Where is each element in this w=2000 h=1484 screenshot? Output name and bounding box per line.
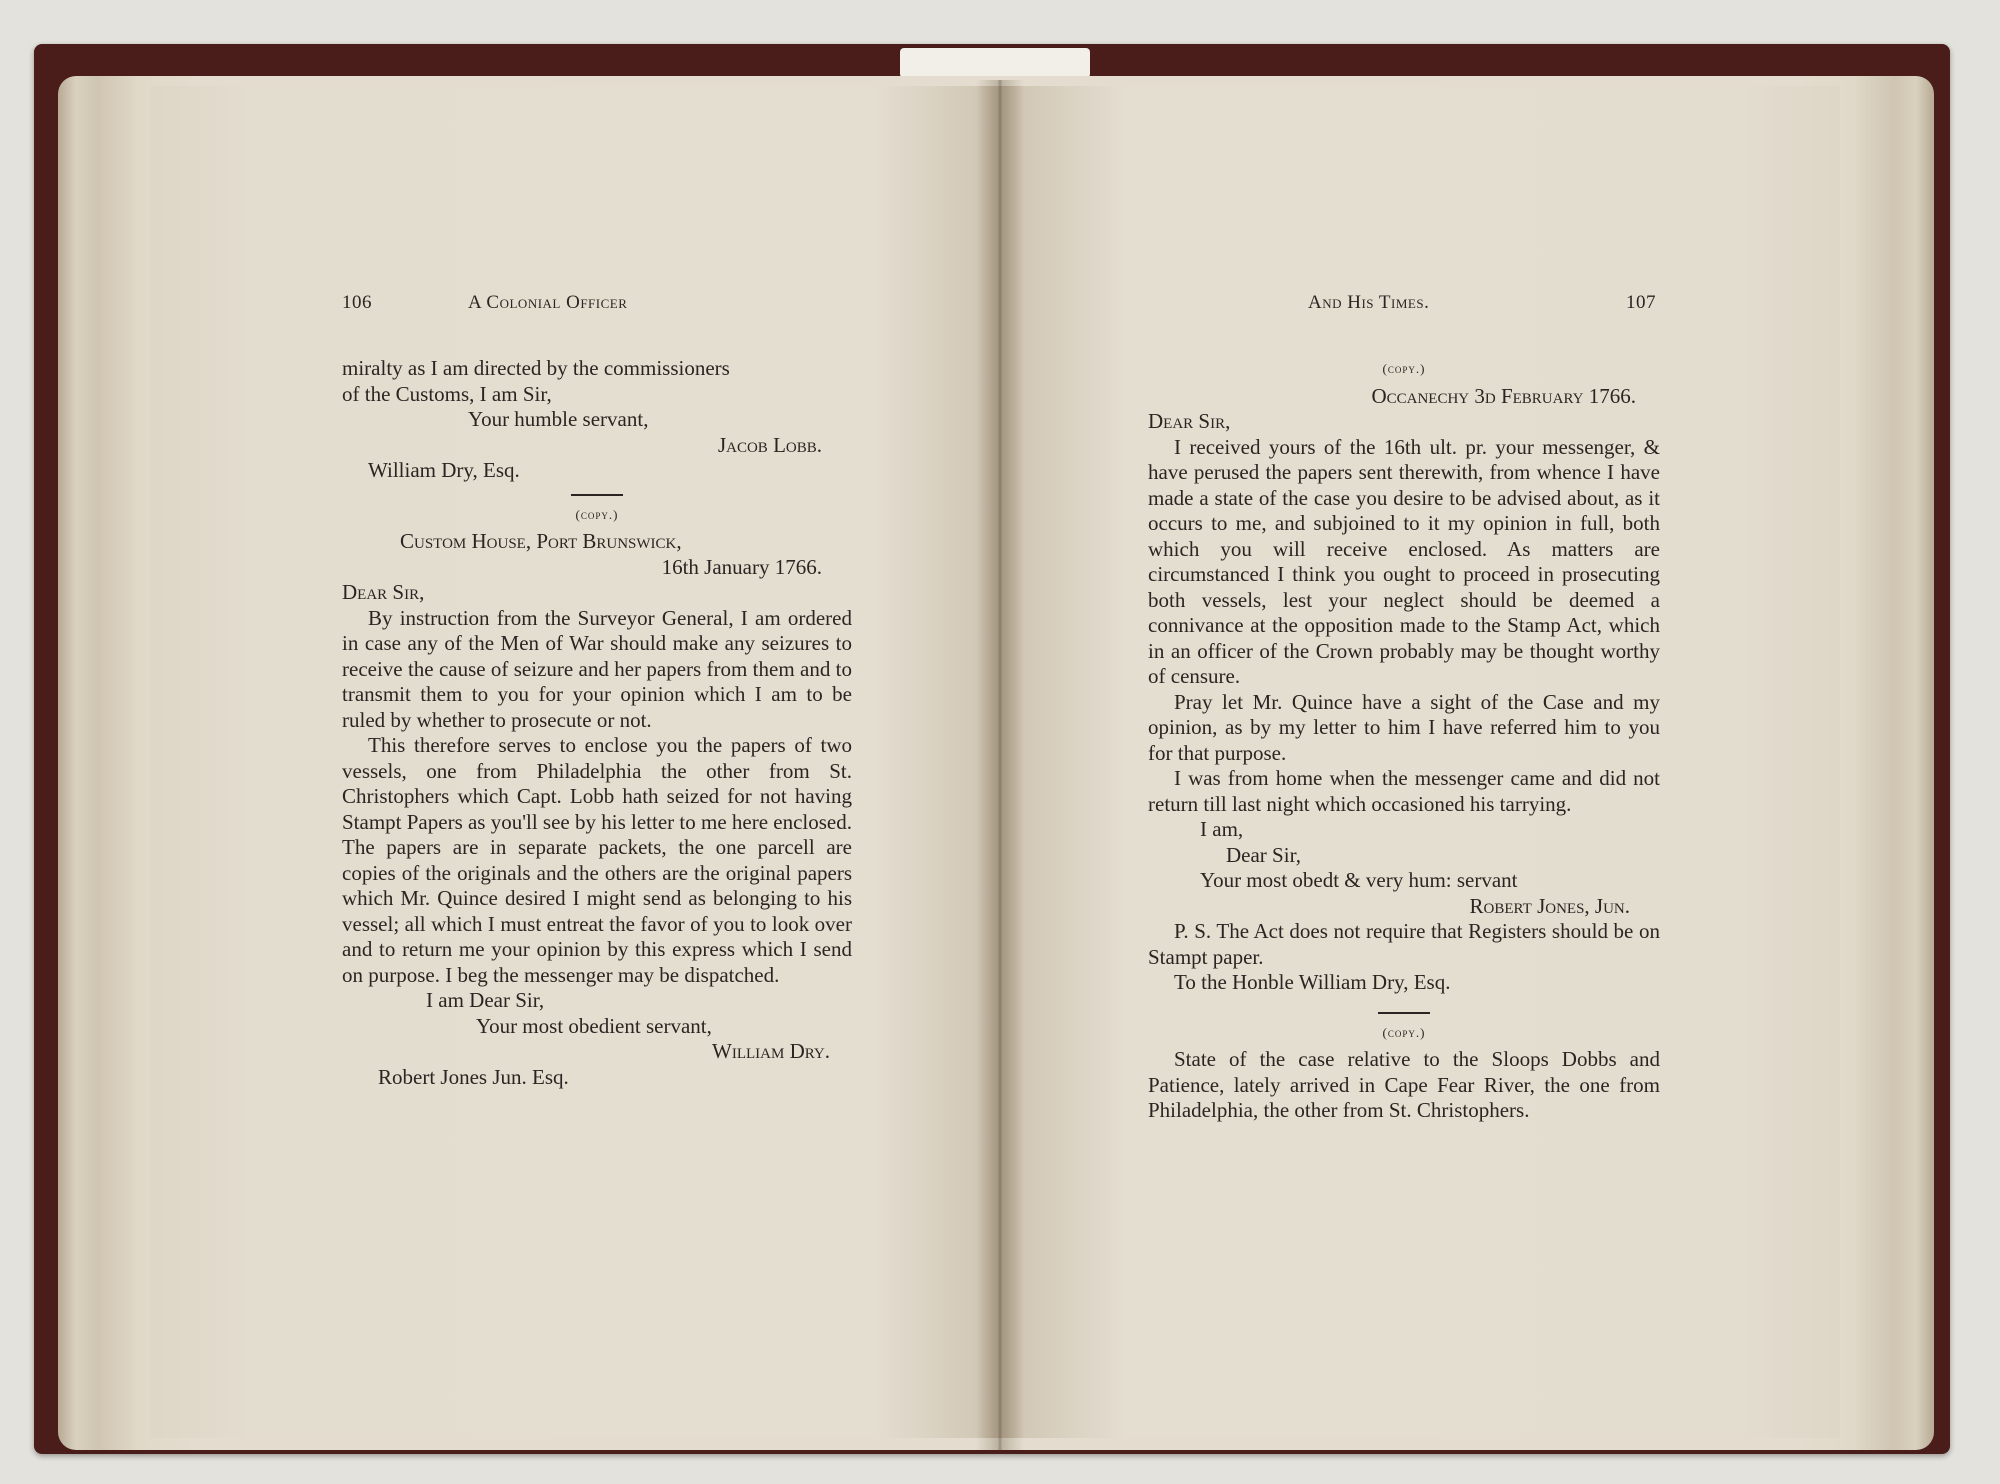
place-line: Custom House, Port Brunswick, [400, 529, 682, 553]
signature-jacob-lobb: Jacob Lobb. [717, 432, 822, 457]
paragraph: This therefore serves to enclose you the papers of two vessels, one from Philadelphia the other from St. Christophers which Capt. Lobb hath seized for not having Stampt Papers as you'll see by his letter to me here enclosed. The papers are in separate packets, the one parcell are copies of the originals and the others are the original papers which Mr. Quince desired I might send as belonging to his vessel; all which I must entreat the favor of you to look over and to return me your opinion by this express which I send on purpose. I beg the messenger may be dispatched. [342, 733, 852, 987]
addressee-line: William Dry, Esq. [368, 458, 520, 482]
salutation: Dear Sir, [1148, 409, 1231, 433]
spine-gap [900, 48, 1090, 78]
postscript: P. S. The Act does not require that Registers should be on Stampt paper. [1148, 919, 1660, 969]
section-rule [571, 494, 623, 496]
closing-line: Your most obedt & very hum: servant [1200, 868, 1518, 892]
signature-robert-jones: Robert Jones, Jun. [1469, 893, 1630, 918]
addressee-line: To the Honble William Dry, Esq. [1174, 970, 1451, 994]
paragraph: Pray let Mr. Quince have a sight of the Case and my opinion, as by my letter to him I have referred him to you for that purpose. [1148, 689, 1660, 765]
left-page-number: 106 [342, 292, 372, 313]
paragraph: I received yours of the 16th ult. pr. your messenger, & have perused the papers sent therewith, from whence I have made a state of the case you desire to be advised about, as it occurs to me, and subjoined to it my opinion in full, both which you will receive enclosed. As matters are circumstanced I think you ought to proceed in prosecuting both vessels, lest your neglect should be deemed a connivance at the opposition made to the Stamp Act, which in an officer of the Crown probably may be thought worthy of censure. [1148, 434, 1660, 688]
opening-line-1: miralty as I am directed by the commissioners [342, 356, 730, 380]
right-page-number: 107 [1626, 292, 1656, 313]
copy-label: (copy.) [1382, 1024, 1426, 1040]
right-page-body [1148, 354, 1660, 1124]
section-rule [1378, 1012, 1430, 1014]
book-gutter [976, 80, 1024, 1450]
closing-line: Your most obedient servant, [476, 1013, 712, 1038]
paragraph: By instruction from the Surveyor General, I am ordered in case any of the Men of War should make any seizures to receive the cause of seizure and her papers from them and to transmit them to you for your opinion which I am to be ruled by whether to prosecute or not. [342, 605, 852, 732]
closing-line: I am, [1200, 817, 1244, 841]
closing-line: I am Dear Sir, [426, 988, 545, 1012]
date-line: 16th January 1766. [661, 554, 822, 579]
opening-line-2: of the Customs, I am Sir, [342, 381, 552, 406]
paragraph: I was from home when the messenger came and did not return till last night which occasioned his tarrying. [1148, 766, 1660, 816]
copy-label: (copy.) [575, 506, 619, 522]
closing-line: Dear Sir, [1226, 842, 1301, 867]
right-running-head: And His Times. [1308, 292, 1430, 313]
addressee-line: Robert Jones Jun. Esq. [378, 1064, 569, 1089]
copy-label: (copy.) [1382, 361, 1426, 376]
paragraph: State of the case relative to the Sloops Dobbs and Patience, lately arrived in Cape Fear River, the one from Philadelphia, the other from St. Christophers. [1148, 1047, 1660, 1122]
closing-line: Your humble servant, [468, 407, 649, 431]
place-date-line: Occanechy 3d February 1766. [1371, 383, 1636, 408]
left-running-head: A Colonial Officer [468, 292, 628, 313]
left-page-body [342, 356, 852, 1090]
salutation: Dear Sir, [342, 580, 425, 604]
signature-william-dry: William Dry. [712, 1039, 830, 1063]
